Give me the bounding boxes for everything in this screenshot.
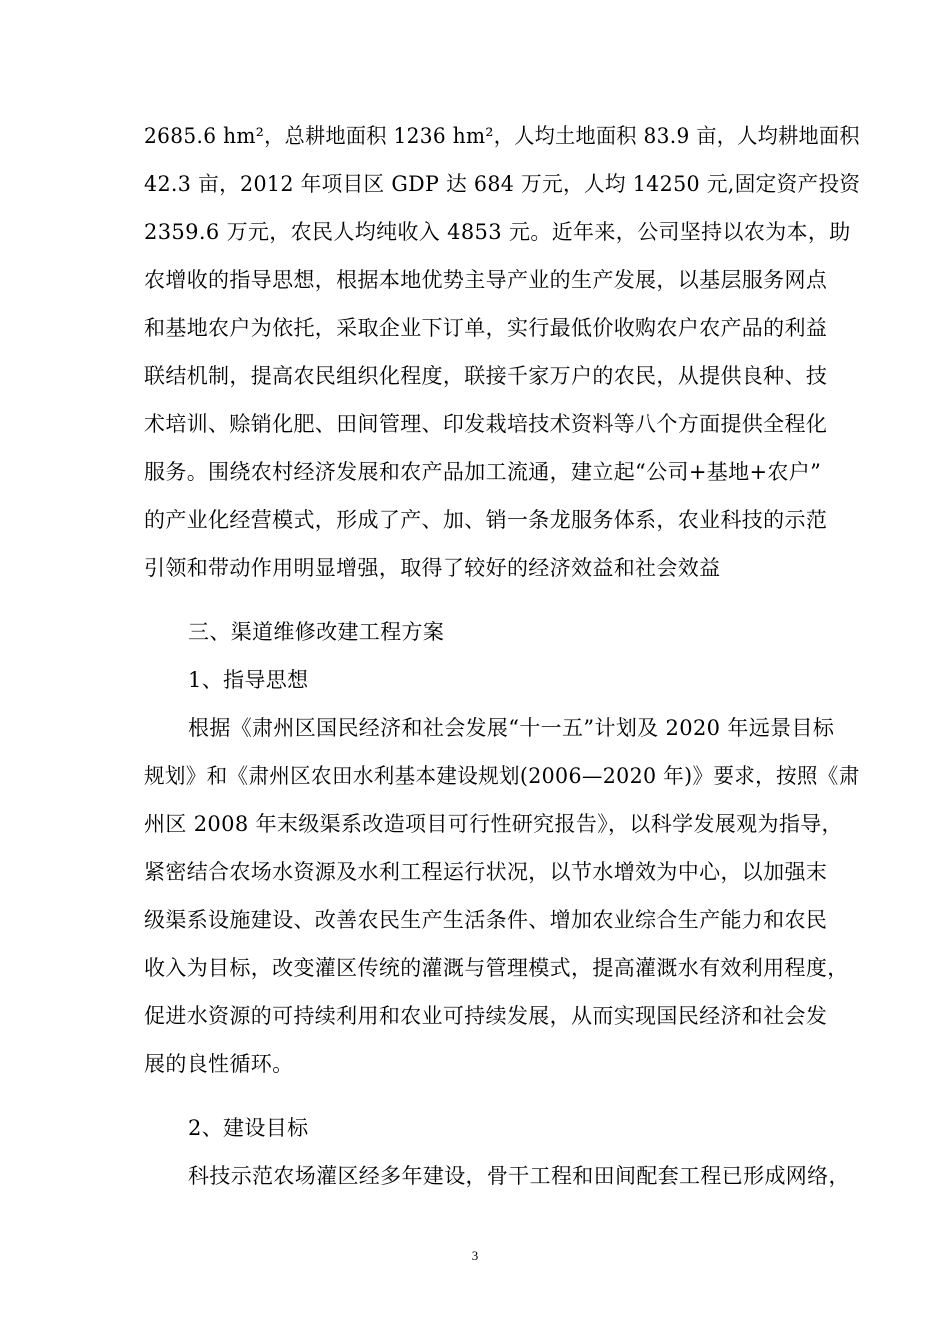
text-line: 紧密结合农场水资源及水利工程运行状况，以节水增效为中心，以加强末 — [144, 860, 828, 884]
text-line: 科技示范农场灌区经多年建设，骨干工程和田间配套工程已形成网络， — [188, 1164, 850, 1188]
text-line: 根据《肃州区国民经济和社会发展“十一五”计划及 2020 年远景目标 — [188, 716, 835, 740]
text-line: 州区 2008 年末级渠系改造项目可行性研究报告》，以科学发展观为指导， — [144, 812, 843, 836]
text-line: 42.3 亩，2012 年项目区 GDP 达 684 万元，人均 14250 元,固定资产投资 — [144, 172, 861, 196]
text-line: 和基地农户为依托，采取企业下订单，实行最低价收购农户农产品的利益 — [144, 316, 828, 340]
text-line: 规划》和《肃州区农田水利基本建设规划(2006—2020 年)》要求，按照《肃 — [144, 764, 860, 788]
text-line: 级渠系设施建设、改善农民生产生活条件、增加农业综合生产能力和农民 — [144, 908, 828, 932]
subsection-heading: 1、指导思想 — [188, 668, 309, 692]
text-line: 2359.6 万元，农民人均纯收入 4853 元。近年来，公司坚持以农为本，助 — [144, 220, 851, 244]
text-line: 促进水资源的可持续利用和农业可持续发展，从而实现国民经济和社会发 — [144, 1004, 828, 1028]
text-line: 引领和带动作用明显增强，取得了较好的经济效益和社会效益 — [144, 556, 721, 580]
text-line: 联结机制，提高农民组织化程度，联接千家万户的农民，从提供良种、技 — [144, 364, 828, 388]
subsection-heading: 2、建设目标 — [188, 1116, 309, 1140]
text-line: 收入为目标，改变灌区传统的灌溉与管理模式，提高灌溉水有效利用程度， — [144, 956, 849, 980]
text-line: 术培训、赊销化肥、田间管理、印发栽培技术资料等八个方面提供全程化 — [144, 412, 828, 436]
text-line: 服务。围绕农村经济发展和农产品加工流通，建立起“公司+基地+农户” — [144, 460, 822, 484]
text-line: 2685.6 hm²，总耕地面积 1236 hm²，人均土地面积 83.9 亩，人均耕地面积 — [144, 124, 860, 148]
text-line: 农增收的指导思想，根据本地优势主导产业的生产发展，以基层服务网点 — [144, 268, 828, 292]
section-heading: 三、渠道维修改建工程方案 — [188, 620, 445, 644]
page-number: 3 — [471, 1248, 479, 1263]
text-line: 的产业化经营模式，形成了产、加、销一条龙服务体系，农业科技的示范 — [144, 508, 828, 532]
text-line: 展的良性循环。 — [144, 1052, 294, 1076]
